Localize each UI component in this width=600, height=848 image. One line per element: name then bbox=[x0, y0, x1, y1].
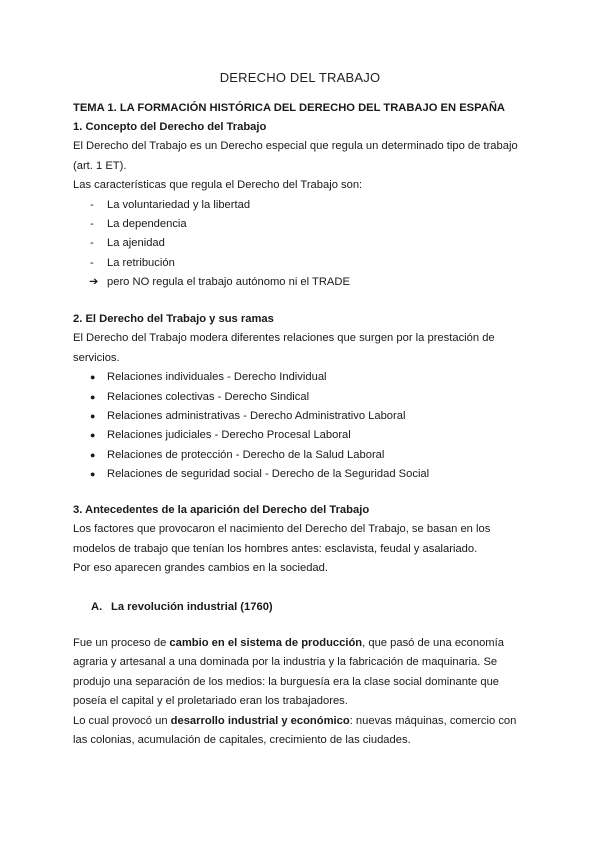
list-item: ● Relaciones de protección - Derecho de la Salud Laboral bbox=[73, 446, 533, 465]
para-a-line4: poseía el capital y el proletariado eran los trabajadores. bbox=[73, 695, 348, 708]
para-a-line5: Lo cual provocó un desarrollo industrial y económico: nuevas máquinas, comercio con bbox=[73, 714, 517, 727]
bullet-icon: ● bbox=[90, 391, 96, 402]
document-title: DERECHO DEL TRABAJO bbox=[219, 70, 381, 85]
list-item: - La retribución bbox=[90, 256, 175, 269]
para-a-line1: Fue un proceso de cambio en el sistema de producción, que pasó de una economía bbox=[73, 637, 504, 649]
section-3-line2: modelos de trabajo que tenían los hombres antes: esclavista, feudal y asalariado. bbox=[73, 542, 478, 555]
subsection-letter: A. bbox=[91, 601, 103, 613]
branches-list bbox=[73, 368, 533, 484]
bullet-icon: ● bbox=[90, 430, 96, 441]
list-item: ● Relaciones judiciales - Derecho Procesal Laboral bbox=[73, 426, 533, 445]
para-a-line2: agraria y artesanal a una dominada por la industria y la fabricación de maquinaria. Se bbox=[73, 656, 498, 669]
section-2-para-line2: servicios. bbox=[73, 351, 120, 364]
tema-heading-block bbox=[73, 99, 533, 118]
section-3-heading: 3. Antecedentes de la aparición del Derecho del Trabajo bbox=[73, 504, 370, 516]
para-a-line6: las colonias, acumulación de capitales, crecimiento de las ciudades. bbox=[73, 734, 411, 747]
list-item: ● Relaciones administrativas - Derecho Administrativo Laboral bbox=[73, 407, 533, 426]
list-item: - La dependencia bbox=[90, 218, 187, 231]
bullet-icon: ● bbox=[90, 469, 96, 480]
bullet-icon: ● bbox=[90, 449, 96, 460]
list-item: - La ajenidad bbox=[90, 237, 165, 250]
section-1-para2: Las características que regula el Derecho del Trabajo son: bbox=[73, 179, 363, 192]
section-2 bbox=[73, 310, 533, 485]
section-1-para1-line1: El Derecho del Trabajo es un Derecho especial que regula un determinado tipo de trabajo bbox=[73, 140, 518, 153]
subsection-a-body bbox=[73, 634, 533, 750]
tema-title: TEMA 1. LA FORMACIÓN HISTÓRICA DEL DERECHO DEL TRABAJO EN ESPAÑA bbox=[73, 102, 505, 114]
bullet-icon: ● bbox=[90, 411, 96, 422]
section-2-heading: 2. El Derecho del Trabajo y sus ramas bbox=[73, 313, 274, 325]
list-item: - La voluntariedad y la libertad bbox=[90, 198, 251, 211]
section-1-heading: 1. Concepto del Derecho del Trabajo bbox=[73, 121, 267, 133]
para-a-line3: produjo una separación de los medios: la burguesía era la clase social dominante que bbox=[73, 675, 500, 688]
list-item: ● Relaciones colectivas - Derecho Sindical bbox=[73, 388, 533, 407]
list-item: ● Relaciones individuales - Derecho Individual bbox=[73, 368, 533, 387]
arrow-icon: ➔ bbox=[89, 276, 99, 289]
arrow-note bbox=[73, 273, 533, 292]
subsection-a-heading bbox=[73, 598, 533, 617]
bullet-icon: ● bbox=[90, 372, 96, 383]
section-3-line3: Por eso aparecen grandes cambios en la sociedad. bbox=[73, 562, 328, 575]
section-1-para1-line2: (art. 1 ET). bbox=[73, 159, 127, 172]
section-3-line1: Los factores que provocaron el nacimiento del Derecho del Trabajo, se basan en los bbox=[73, 523, 491, 536]
characteristics-list bbox=[73, 196, 533, 274]
list-item: ● Relaciones de seguridad social - Derecho de la Seguridad Social bbox=[73, 465, 533, 484]
section-1 bbox=[73, 118, 533, 293]
section-3 bbox=[73, 501, 533, 579]
arrow-note-text: pero NO regula el trabajo autónomo ni el TRADE bbox=[107, 276, 350, 289]
section-2-para-line1: El Derecho del Trabajo modera diferentes relaciones que surgen por la prestación de bbox=[73, 332, 495, 345]
subsection-title: La revolución industrial (1760) bbox=[111, 601, 273, 613]
